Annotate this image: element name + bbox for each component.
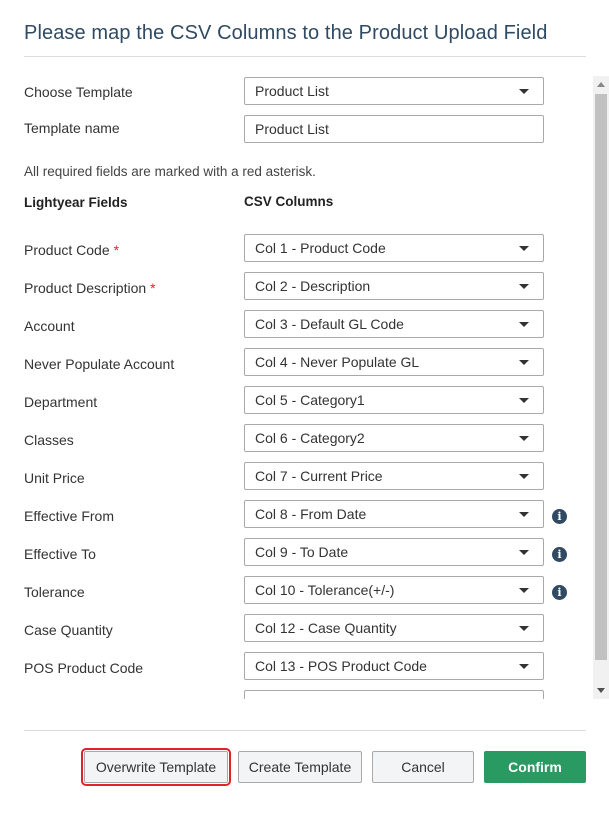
lightyear-fields-heading: Lightyear Fields <box>24 195 128 210</box>
mapping-select[interactable] <box>244 310 544 338</box>
template-name-label: Template name <box>24 120 120 136</box>
mapping-select-value: Col 5 - Category1 <box>255 392 365 408</box>
mapping-label-text: Product Description <box>24 280 147 296</box>
mapping-select-value: Col 12 - Case Quantity <box>255 620 397 636</box>
mapping-select[interactable] <box>244 386 544 414</box>
title-divider <box>24 56 586 57</box>
mapping-label: Case Quantity <box>24 622 113 638</box>
mapping-label: POS Product Code <box>24 660 144 676</box>
chevron-down-icon <box>519 360 529 365</box>
mapping-label: Never Populate Account <box>24 356 175 372</box>
mapping-select[interactable] <box>244 500 544 528</box>
mapping-select-value: Col 13 - POS Product Code <box>255 658 427 674</box>
mapping-select[interactable] <box>244 652 544 680</box>
mapping-label: Effective To <box>24 546 96 562</box>
mapping-select-value: Col 7 - Current Price <box>255 468 383 484</box>
cancel-button[interactable]: Cancel <box>372 751 474 783</box>
vertical-scrollbar[interactable] <box>593 76 609 699</box>
mapping-scroll-area[interactable] <box>0 76 609 699</box>
chevron-down-icon <box>519 550 529 555</box>
mapping-select-value: Col 4 - Never Populate GL <box>255 354 420 370</box>
chevron-down-icon <box>519 322 529 327</box>
template-name-input[interactable] <box>244 115 544 143</box>
required-asterisk: * <box>150 280 156 296</box>
choose-template-value: Product List <box>255 83 329 99</box>
mapping-select-value: Col 3 - Default GL Code <box>255 316 404 332</box>
footer-divider <box>24 730 586 731</box>
scrollbar-thumb[interactable] <box>595 94 607 660</box>
info-icon[interactable]: i <box>552 547 567 562</box>
mapping-select-value: Col 9 - To Date <box>255 544 349 560</box>
chevron-down-icon <box>519 664 529 669</box>
chevron-down-icon <box>519 512 529 517</box>
mapping-select[interactable] <box>244 576 544 604</box>
chevron-down-icon <box>519 474 529 479</box>
mapping-select-value: Col 2 - Description <box>255 278 371 294</box>
mapping-select[interactable] <box>244 614 544 642</box>
overwrite-template-button[interactable]: Overwrite Template <box>84 751 228 783</box>
mapping-label: Classes <box>24 432 74 448</box>
create-template-button[interactable]: Create Template <box>238 751 362 783</box>
chevron-down-icon <box>519 588 529 593</box>
mapping-select-value: Col 8 - From Date <box>255 506 367 522</box>
mapping-label <box>24 280 156 296</box>
mapping-select[interactable] <box>244 462 544 490</box>
mapping-label-text: Product Code <box>24 242 110 258</box>
mapping-select[interactable] <box>244 424 544 452</box>
mapping-select[interactable] <box>244 234 544 262</box>
mapping-label: Tolerance <box>24 584 85 600</box>
mapping-select[interactable] <box>244 690 544 699</box>
mapping-label <box>24 242 119 258</box>
csv-columns-heading: CSV Columns <box>244 194 334 209</box>
mapping-select[interactable] <box>244 348 544 376</box>
chevron-down-icon <box>519 398 529 403</box>
template-name-value: Product List <box>255 121 329 137</box>
confirm-button[interactable]: Confirm <box>484 751 586 783</box>
mapping-label: Effective From <box>24 508 114 524</box>
required-note: All required fields are marked with a red asterisk. <box>24 164 316 179</box>
mapping-label: Department <box>24 394 98 410</box>
chevron-down-icon <box>519 626 529 631</box>
info-icon[interactable]: i <box>552 509 567 524</box>
dialog-title: Please map the CSV Columns to the Product Upload Field <box>24 22 548 44</box>
chevron-down-icon <box>519 284 529 289</box>
mapping-label: Account <box>24 318 75 334</box>
info-icon[interactable]: i <box>552 585 567 600</box>
required-asterisk: * <box>113 242 120 258</box>
scroll-up-arrow-icon[interactable] <box>597 82 605 87</box>
mapping-select-value: Col 10 - Tolerance(+/-) <box>255 582 395 598</box>
mapping-select[interactable] <box>244 272 544 300</box>
mapping-select-value: Col 1 - Product Code <box>255 240 386 256</box>
mapping-select-value: Col 6 - Category2 <box>255 430 365 446</box>
chevron-down-icon <box>519 436 529 441</box>
chevron-down-icon <box>519 89 529 94</box>
scroll-down-arrow-icon[interactable] <box>597 688 605 693</box>
mapping-label: Unit Price <box>24 470 85 486</box>
mapping-select[interactable] <box>244 538 544 566</box>
choose-template-label: Choose Template <box>24 84 133 100</box>
chevron-down-icon <box>519 246 529 251</box>
choose-template-select[interactable] <box>244 77 544 105</box>
